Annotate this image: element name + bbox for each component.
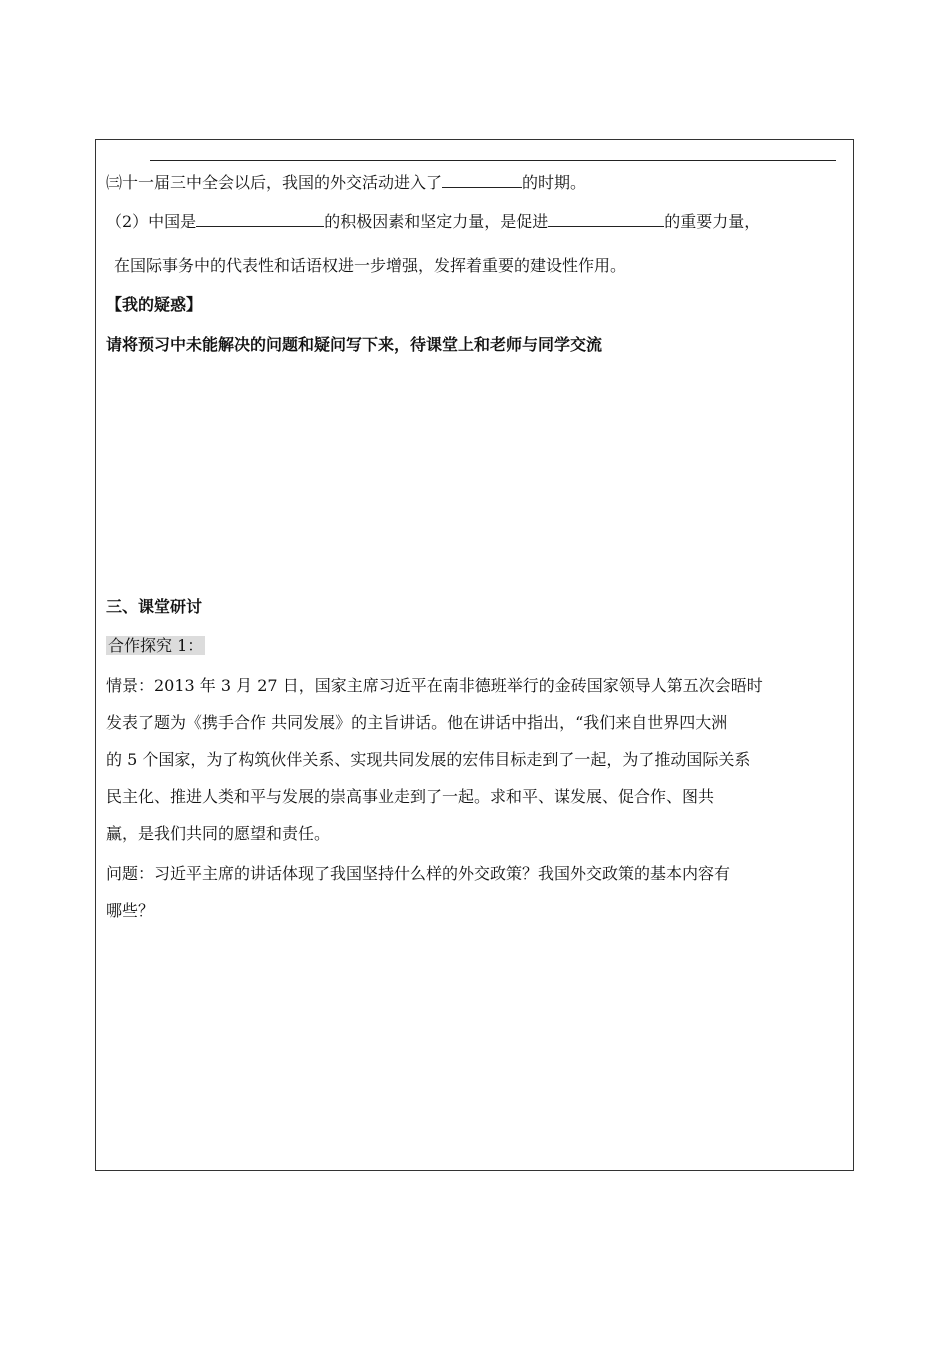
item-2-text-after: 的重要力量， — [664, 212, 761, 231]
section-3-heading: 三、课堂研讨 — [106, 597, 203, 616]
answer-line-top — [150, 160, 836, 161]
scenario-line: 的 5 个国家，为了构筑伙伴关系、实现共同发展的宏伟目标走到了一起，为了推动国际关系 — [106, 750, 751, 769]
question-line: 哪些？ — [106, 901, 155, 920]
scenario-line: 民主化、推进人类和平与发展的崇高事业走到了一起。求和平、谋发展、促合作、图共 — [106, 787, 715, 806]
item-3-text-before: 十一届三中全会以后，我国的外交活动进入了 — [122, 173, 443, 192]
fill-in-item-3 — [106, 171, 586, 194]
item-2-text-before: （2）中国是 — [106, 212, 197, 231]
item-3-marker: ㈢ — [106, 173, 123, 192]
fill-in-item-2 — [106, 210, 760, 233]
worksheet-frame — [95, 139, 854, 1171]
item-3-text-after: 的时期。 — [522, 173, 587, 192]
question-line: 问题：习近平主席的讲话体现了我国坚持什么样的外交政策？我国外交政策的基本内容有 — [106, 864, 731, 883]
item-2-continuation: 在国际事务中的代表性和话语权进一步增强，发挥着重要的建设性作用。 — [114, 256, 627, 275]
scenario-paragraph — [106, 675, 850, 937]
scenario-line: 赢，是我们共同的愿望和责任。 — [106, 824, 331, 843]
doubts-instruction: 请将预习中未能解决的问题和疑问写下来，待课堂上和老师与同学交流 — [106, 335, 603, 354]
item-2-text-middle: 的积极因素和坚定力量，是促进 — [324, 212, 549, 231]
activity-label-row — [106, 635, 205, 657]
answer-blank-item3[interactable] — [442, 171, 522, 188]
scenario-line: 发表了题为《携手合作 共同发展》的主旨讲话。他在讲话中指出，“我们来自世界四大洲 — [106, 713, 728, 732]
answer-blank-item2-a[interactable] — [196, 210, 324, 227]
activity-label: 合作探究 1： — [108, 636, 204, 655]
answer-blank-item2-b[interactable] — [548, 210, 664, 227]
scenario-line: 情景：2013 年 3 月 27 日，国家主席习近平在南非德班举行的金砖国家领导人第五次会晤时 — [106, 676, 763, 695]
doubts-heading: 【我的疑惑】 — [106, 295, 203, 314]
